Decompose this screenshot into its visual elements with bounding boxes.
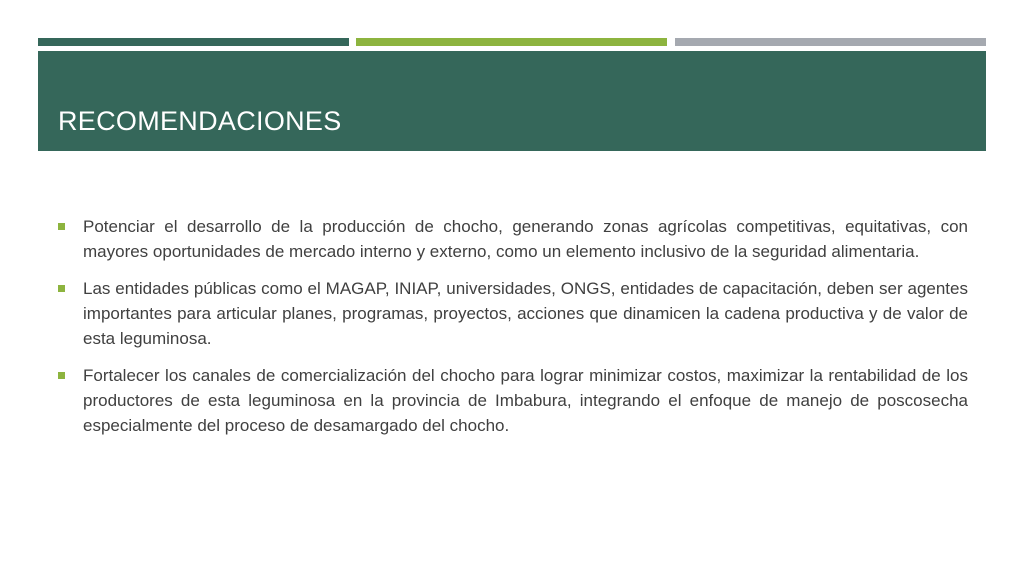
bullet-item: [58, 363, 968, 438]
accent-bar-light-green: [356, 38, 667, 46]
bullet-text: Fortalecer los canales de comercialización del chocho para lograr minimizar costos, maximizar la rentabilidad de los productores de esta leguminosa en la provincia de Imbabura, integrando el enfoque de manejo de poscosecha especialmente del proceso de desamargado del chocho.: [83, 366, 968, 435]
bullet-text: Las entidades públicas como el MAGAP, INIAP, universidades, ONGS, entidades de capacitación, deben ser agentes importantes para articular planes, programas, proyectos, acciones que dinamicen la cadena productiva y de valor de esta leguminosa.: [83, 279, 968, 348]
square-bullet-icon: [58, 372, 65, 379]
title-band: [38, 51, 986, 151]
square-bullet-icon: [58, 285, 65, 292]
bullet-item: [58, 214, 968, 264]
accent-bar-gray: [675, 38, 986, 46]
bullet-text: Potenciar el desarrollo de la producción de chocho, generando zonas agrícolas competitivas, equitativas, con mayores oportunidades de mercado interno y externo, como un elemento inclusivo de la seguridad alimentaria.: [83, 217, 968, 261]
bullet-list: [58, 214, 968, 450]
accent-bar-dark-green: [38, 38, 349, 46]
bullet-item: [58, 276, 968, 351]
square-bullet-icon: [58, 223, 65, 230]
slide-title: RECOMENDACIONES: [58, 106, 342, 136]
